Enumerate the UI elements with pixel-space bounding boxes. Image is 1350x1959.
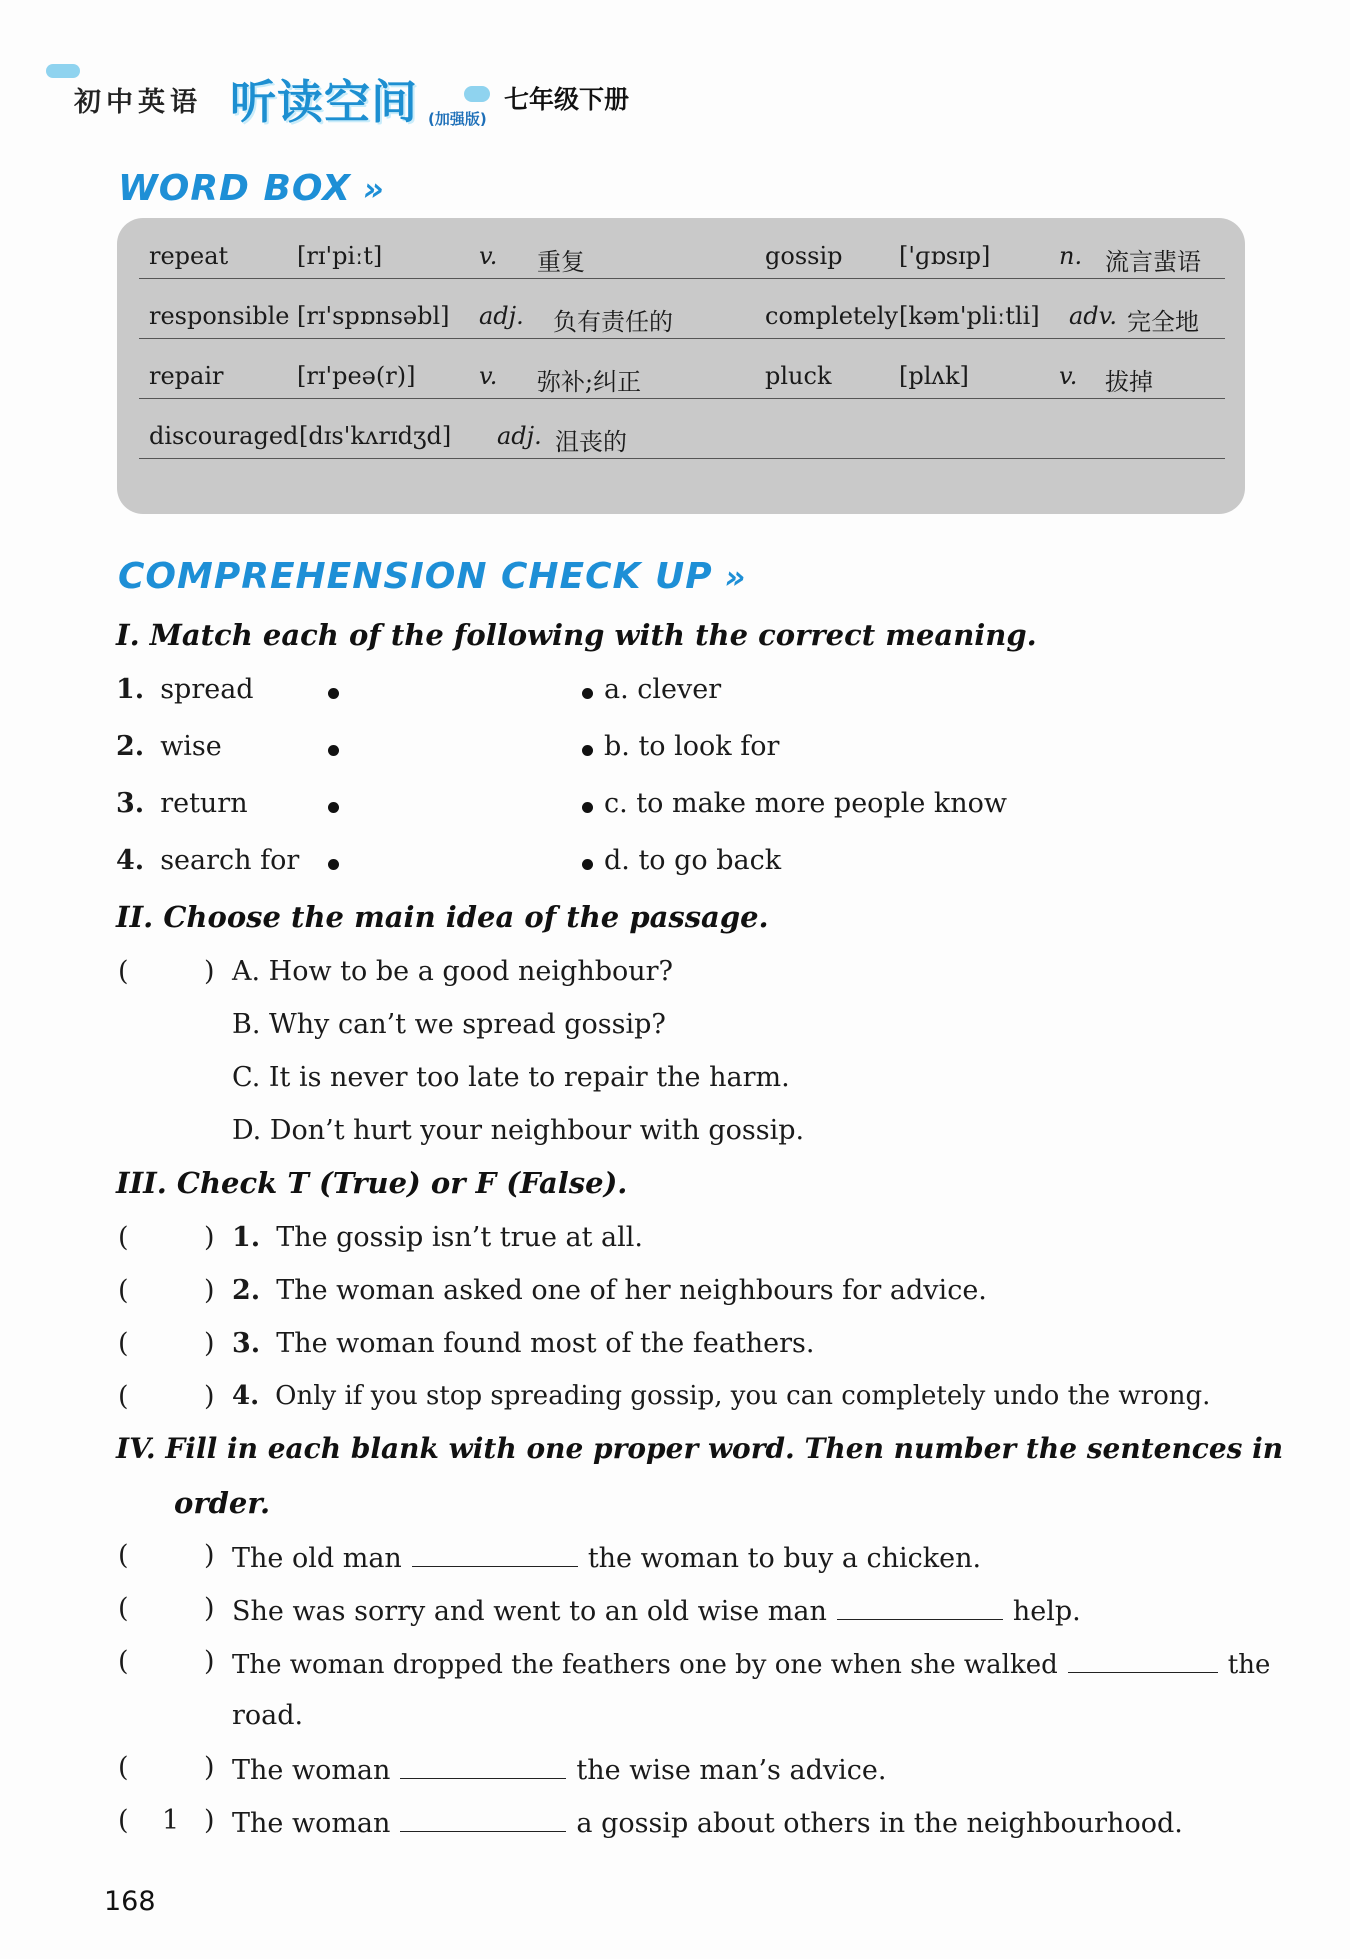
match-right-item: a. clever	[604, 674, 722, 705]
item-number: 1.	[116, 674, 145, 705]
fill-blank[interactable]	[400, 1805, 566, 1832]
part4-heading: IV. Fill in each blank with one proper word. Then number the sentences in	[116, 1432, 1284, 1465]
match-left-item	[116, 845, 299, 876]
vocab-pos: adj.	[497, 422, 542, 450]
vocab-pos: v.	[1059, 362, 1078, 390]
bracket-value: 1	[162, 1805, 180, 1836]
word-box-row	[139, 338, 1225, 399]
book-header	[44, 58, 694, 128]
comprehension-title	[118, 556, 746, 597]
match-right-item: b. to look for	[604, 731, 780, 762]
match-dot[interactable]	[582, 802, 593, 813]
vocab-meaning: 重复	[537, 248, 585, 276]
vocab-pos: v.	[479, 242, 498, 270]
match-dot[interactable]	[582, 745, 593, 756]
fill-sentence	[232, 1593, 1081, 1627]
vocab-meaning: 流言蜚语	[1105, 248, 1201, 276]
fill-sentence	[232, 1646, 1270, 1680]
sentence-text: help.	[1012, 1596, 1081, 1627]
item-number: 4.	[116, 845, 145, 876]
vocab-phonetic: [kəm'pliːtli]	[899, 302, 1040, 330]
fill-blank[interactable]	[412, 1540, 578, 1567]
match-dot[interactable]	[328, 802, 339, 813]
brand-logo: 听读空间	[230, 75, 418, 129]
item-number: 2.	[232, 1275, 261, 1306]
match-dot[interactable]	[328, 745, 339, 756]
vocab-word: completely	[765, 302, 898, 330]
word-box-row	[139, 398, 1225, 459]
item-text: The woman found most of the feathers.	[276, 1328, 815, 1359]
vocab-word: pluck	[765, 362, 832, 390]
vocab-meaning: 完全地	[1127, 308, 1199, 336]
item-text: search for	[160, 845, 300, 876]
vocab-meaning: 沮丧的	[555, 428, 627, 456]
sentence-text: The woman	[232, 1808, 391, 1839]
part1-heading: I. Match each of the following with the correct meaning.	[116, 618, 1037, 652]
item-number: 3.	[232, 1328, 261, 1359]
vocab-pos: adj.	[479, 302, 524, 330]
word-box-row	[139, 218, 1225, 279]
match-left-item	[116, 731, 222, 762]
vocab-word: gossip	[765, 242, 843, 270]
match-dot[interactable]	[582, 859, 593, 870]
vocab-word: repeat	[149, 242, 229, 270]
part4-heading-cont: order.	[174, 1486, 271, 1520]
vocab-meaning: 弥补;纠正	[537, 368, 642, 396]
match-left-item	[116, 674, 254, 705]
tf-item	[232, 1381, 1210, 1411]
match-dot[interactable]	[328, 688, 339, 699]
vocab-pos: adv.	[1069, 302, 1118, 330]
match-right-item: c. to make more people know	[604, 788, 1008, 819]
word-box-title	[118, 168, 385, 209]
vocab-phonetic: ['ɡɒsɪp]	[899, 242, 991, 270]
fill-sentence	[232, 1540, 981, 1574]
double-chevron-icon: »	[362, 170, 385, 208]
word-box-title-text: WORD BOX	[118, 168, 351, 209]
fill-sentence	[232, 1752, 886, 1786]
fill-blank[interactable]	[400, 1752, 566, 1779]
part3-heading: III. Check T (True) or F (False).	[116, 1166, 628, 1200]
sentence-text: She was sorry and went to an old wise man	[232, 1596, 827, 1627]
fill-blank[interactable]	[837, 1593, 1003, 1620]
fill-sentence-cont: road.	[232, 1700, 304, 1731]
sentence-text: a gossip about others in the neighbourhood.	[576, 1808, 1183, 1839]
fill-blank[interactable]	[1068, 1646, 1218, 1673]
vocab-word: responsible	[149, 302, 290, 330]
item-text: return	[160, 788, 248, 819]
vocab-phonetic: [rɪ'piːt]	[297, 242, 383, 270]
choice-option: B. Why can’t we spread gossip?	[232, 1009, 666, 1040]
match-dot[interactable]	[582, 688, 593, 699]
sentence-text: the wise man’s advice.	[576, 1755, 887, 1786]
sentence-text: the woman to buy a chicken.	[587, 1543, 982, 1574]
choice-option: C. It is never too late to repair the harm.	[232, 1062, 790, 1093]
sentence-text: The old man	[232, 1543, 402, 1574]
series-title: 初中英语	[74, 87, 202, 118]
workbook-page: 初中英语 听读空间 (加强版) 七年级下册 WORD BOX » repeat [rɪ'piːt] v. 重复 gossip ['ɡɒsɪp] n. 流言蜚语 responsible [rɪ'spɒnsəbl] adj. 负有责任的 completely [kəm'pliːtli] adv. 完全地 repair [rɪ'peə(r)] v. 弥补;纠正 pluck [plʌk] v. 拔掉 discouraged [dɪs'kʌrɪdʒd] adj. 沮丧的 COMPREHENSION CHECK UP » I. Match each of the following with the correct meaning. 1. spread 2. wise 3. return 4. search for a. clever b. to look for c. to make more people know d. to go back II. Choose the main idea of the passage. ( ) A. How to be a good neighbour? B. Why can’t we spread gossip? C. It is never too late to repair the harm. D. Don’t hurt your neighbour with gossip. III. Check T (True) or F (False). ( ) 1. The gossip isn’t true at all. ( ) 2. The woman asked one of her neighbours for advice. ( ) 3. The woman found most of the feathers. ( ) 4. Only if you stop spreading gossip, you can completely undo the wrong. IV. Fill in each blank with one proper word. Then number the sentences in order. ( ) The old man the woman to buy a chicken. ( ) She was sorry and went to an old wise man help. ( ) The woman dropped the feathers one by one when she walked the road. ( ) The woman the wise man’s advice. ( 1 ) The woman a gossip about others in the neighbourhood. 168	[0, 0, 1350, 1959]
match-right-item: d. to go back	[604, 845, 782, 876]
vocab-pos: n.	[1059, 242, 1083, 270]
page-number: 168	[104, 1886, 156, 1917]
sentence-text: The woman dropped the feathers one by one when she walked	[232, 1650, 1058, 1680]
double-chevron-icon: »	[724, 558, 747, 596]
word-box	[117, 218, 1245, 514]
item-number: 3.	[116, 788, 145, 819]
item-text: The gossip isn’t true at all.	[276, 1222, 643, 1253]
vocab-phonetic: [rɪ'peə(r)]	[297, 362, 416, 390]
vocab-phonetic: [plʌk]	[899, 362, 969, 390]
choice-option: D. Don’t hurt your neighbour with gossip.	[232, 1115, 805, 1146]
tf-item	[232, 1275, 987, 1306]
comprehension-title-text: COMPREHENSION CHECK UP	[118, 556, 713, 597]
item-text: The woman asked one of her neighbours for advice.	[276, 1275, 987, 1306]
part2-heading: II. Choose the main idea of the passage.	[116, 900, 769, 934]
vocab-phonetic: [dɪs'kʌrɪdʒd]	[299, 422, 452, 450]
vocab-meaning: 负有责任的	[553, 308, 673, 336]
grade-label: 七年级下册	[504, 85, 630, 114]
cloud-icon	[46, 64, 80, 78]
match-dot[interactable]	[328, 859, 339, 870]
tf-item	[232, 1222, 643, 1253]
vocab-phonetic: [rɪ'spɒnsəbl]	[297, 302, 450, 330]
word-box-row	[139, 278, 1225, 339]
match-left-item	[116, 788, 248, 819]
sentence-text: the	[1227, 1650, 1271, 1680]
vocab-word: discouraged	[149, 422, 299, 450]
edition-label: (加强版)	[428, 110, 487, 128]
choice-option: A. How to be a good neighbour?	[232, 956, 674, 987]
vocab-word: repair	[149, 362, 224, 390]
vocab-pos: v.	[479, 362, 498, 390]
vocab-meaning: 拔掉	[1105, 368, 1153, 396]
sentence-text: The woman	[232, 1755, 391, 1786]
item-number: 2.	[116, 731, 145, 762]
item-text: spread	[160, 674, 254, 705]
item-number: 1.	[232, 1222, 261, 1253]
tf-item	[232, 1328, 815, 1359]
fill-sentence	[232, 1805, 1183, 1839]
cloud-icon	[464, 86, 490, 102]
item-text: Only if you stop spreading gossip, you can completely undo the wrong.	[275, 1381, 1211, 1411]
item-number: 4.	[232, 1381, 260, 1411]
item-text: wise	[160, 731, 222, 762]
